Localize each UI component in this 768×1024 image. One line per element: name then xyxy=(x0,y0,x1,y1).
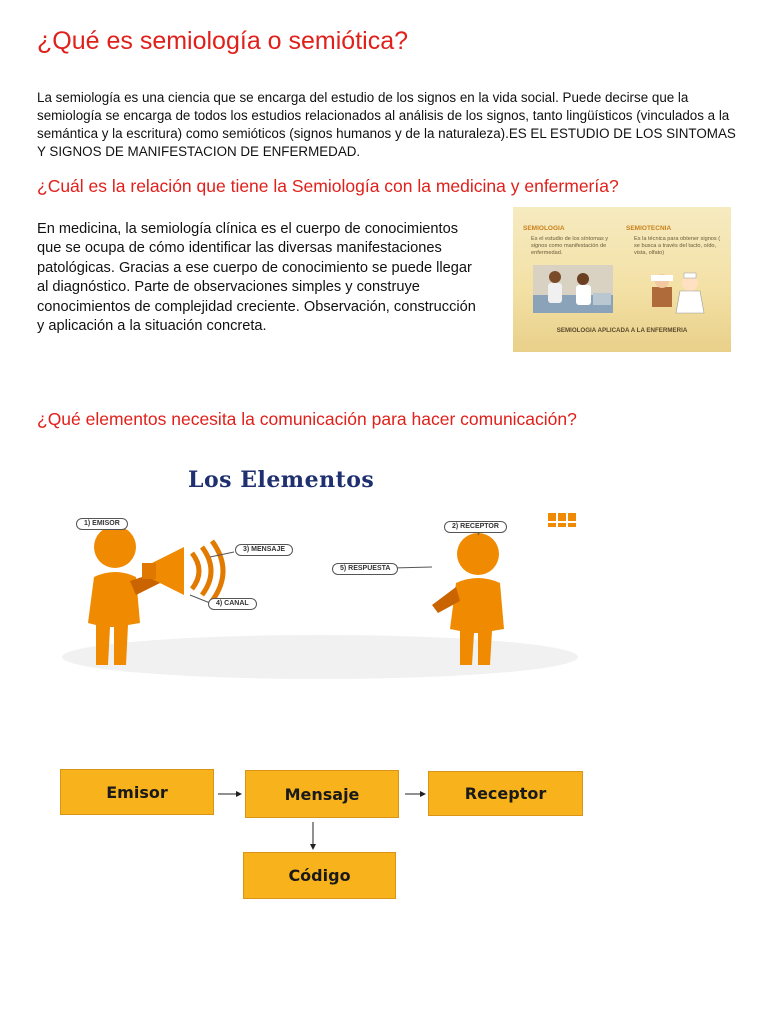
elements-question-heading: ¿Qué elementos necesita la comunicación para hacer comunicación? xyxy=(37,409,577,429)
slide-right-text: Es la técnica para obtener signos ( se busca a través del tacto, oído, vista, olfato) xyxy=(634,236,721,256)
elements-title: Los Elementos xyxy=(188,467,375,493)
slide-left-text: Es el estudio de los síntomas y signos como manifestación de enfermedad. xyxy=(531,236,609,256)
slide-left-heading: SEMIOLOGIA xyxy=(523,225,565,232)
label-receptor: 2) RECEPTOR xyxy=(444,521,507,533)
intro-paragraph: La semiología es una ciencia que se encarga del estudio de los signos en la vida social. Puede decirse que la semiología se encarga de todos los estudios relacionados al análisis de los signos, tanto lingüísticos (vinculados a la semántica y la escritura) como semióticos (signos humanos y de la naturaleza).ES EL ESTUDIO DE LOS SINTOMAS Y SIGNOS DE MANIFESTACION DE ENFERMEDAD. xyxy=(37,90,736,159)
flow-box-receptor: Receptor xyxy=(428,771,583,816)
relation-heading: ¿Cuál es la relación que tiene la Semiología con la medicina y enfermería? xyxy=(37,176,619,196)
label-respuesta: 5) RESPUESTA xyxy=(332,563,398,575)
slide-right-heading: SEMIOTECNIA xyxy=(626,225,672,232)
flow-box-emisor: Emisor xyxy=(60,769,214,815)
label-emisor: 1) EMISOR xyxy=(76,518,128,530)
flow-box-codigo: Código xyxy=(243,852,396,899)
flow-box-mensaje: Mensaje xyxy=(245,770,399,818)
page-title: ¿Qué es semiología o semiótica? xyxy=(37,27,409,55)
label-mensaje: 3) MENSAJE xyxy=(235,544,293,556)
medicine-paragraph: En medicina, la semiología clínica es el cuerpo de conocimientos que se ocupa de cómo identificar las diversas manifestaciones patológicas. Gracias a ese cuerpo de conocimiento se puede llegar al diagnóstico. Parte de observaciones simples y construye conocimientos de complejidad creciente. Observación, construcción y aplicación a la situación concreta. xyxy=(37,221,476,335)
label-canal: 4) CANAL xyxy=(208,598,257,610)
slide-footer: SEMIOLOGIA APLICADA A LA ENFERMERIA xyxy=(556,327,688,334)
